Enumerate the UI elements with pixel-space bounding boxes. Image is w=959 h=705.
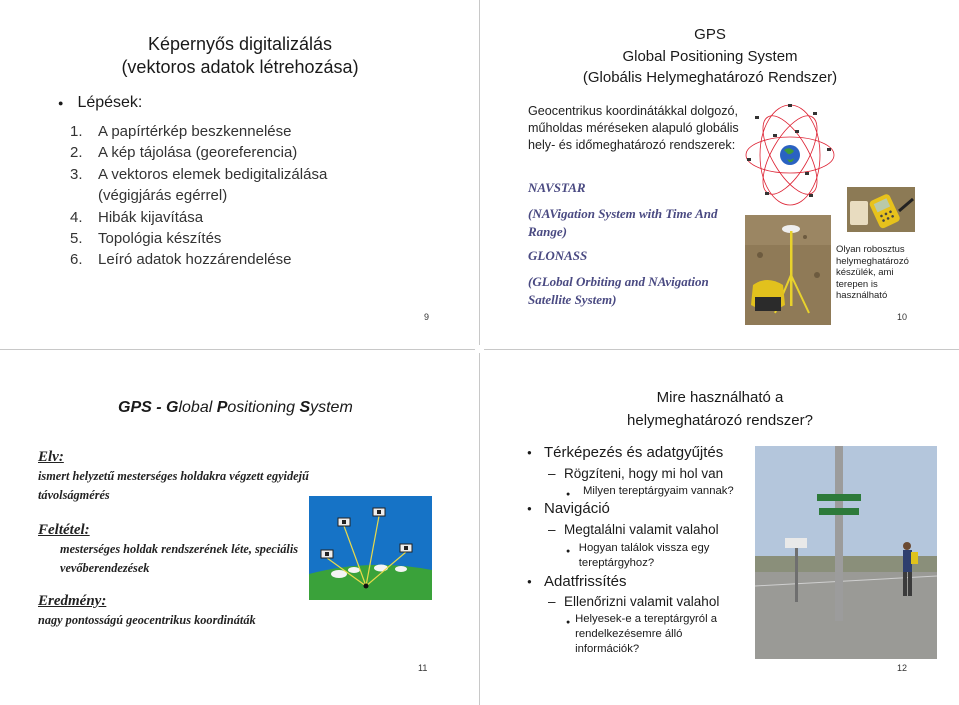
list-item: [70, 121, 400, 142]
title-line: Képernyős digitalizálás: [147, 34, 333, 54]
sub-item-text: Rögzíteni, hogy mi hol van: [564, 466, 724, 481]
detail-text: Helyesek-e a tereptárgyról a rendelkezésemre álló információk?: [575, 613, 717, 655]
title-part: GPS -: [118, 399, 167, 416]
title-line: (Globális Helymeghatározó Rendszer): [582, 69, 838, 86]
step-number: 2.: [70, 144, 83, 162]
list-item: [70, 228, 400, 249]
step-text: Topológia készítés: [98, 230, 222, 248]
page-number: 12: [897, 663, 908, 673]
navstar-label: NAVSTAR: [528, 180, 586, 195]
detail-item: [566, 541, 736, 571]
step-number: 5.: [70, 230, 83, 248]
step-text: A kép tájolása (georeferencia): [98, 144, 298, 162]
bullet-icon: ●: [58, 97, 64, 108]
bullet-icon: ●: [566, 548, 571, 555]
bullet-icon: ●: [566, 491, 571, 498]
satellite-positioning-image: [309, 496, 432, 600]
detail-text: Hogyan találok vissza egy tereptárgyhoz?: [578, 542, 710, 569]
glonass-description: (GLobal Orbiting and NAvigation Satellite System): [528, 274, 709, 307]
step-text: A papírtérkép beszkennelése: [98, 123, 292, 140]
title-line: (vektoros adatok létrehozása): [121, 57, 359, 77]
sub-item: [548, 466, 723, 481]
list-item: [70, 207, 400, 228]
page-number: 10: [897, 312, 908, 322]
bullet-icon: ●: [527, 504, 532, 513]
field-survey-photo: [755, 446, 937, 659]
list-item: [527, 500, 610, 517]
list-item: [70, 164, 370, 207]
page-number: 9: [424, 312, 430, 322]
detail-text: Milyen tereptárgyaim vannak?: [583, 485, 734, 497]
step-number: 4.: [70, 208, 83, 226]
feltetel-heading: Feltétel:: [38, 522, 90, 538]
slide-12-title: [610, 386, 830, 432]
elv-text: ismert helyzetű mesterséges holdakra végzett egyidejű távolságmérés: [38, 469, 309, 502]
item-label: Térképezés és adatgyűjtés: [544, 444, 724, 461]
bullet-icon: ●: [527, 577, 532, 586]
glonass-label: GLONASS: [528, 248, 588, 263]
list-item: [70, 142, 400, 163]
step-number: 6.: [70, 251, 83, 269]
slide-9-title: [70, 33, 410, 79]
dash-icon: –: [548, 522, 556, 537]
vertical-divider-top: [479, 0, 480, 345]
steps-heading: [58, 94, 142, 112]
device-caption: Olyan robosztus helymeghatározó készülék, ami terepen is használható: [836, 244, 909, 301]
bullet-icon: ●: [527, 448, 532, 457]
navstar-description: (NAVigation System with Time And Range): [528, 206, 718, 239]
dash-icon: –: [548, 594, 556, 609]
sub-item-text: Ellenőrizni valamit valahol: [564, 594, 720, 609]
title-line: helymeghatározó rendszer?: [627, 412, 813, 429]
list-item: [70, 249, 400, 270]
item-label: Adatfrissítés: [544, 573, 627, 590]
field-gps-equipment-image: [745, 215, 831, 325]
detail-item: [566, 612, 746, 657]
feltetel-text: mesterséges holdak rendszerének léte, speciális vevőberendezések: [60, 542, 299, 575]
title-part: ystem: [310, 399, 353, 416]
sub-item: [548, 594, 719, 609]
sub-item: [548, 522, 719, 537]
title-part: lobal: [178, 399, 217, 416]
title-part: ositioning: [227, 399, 300, 416]
vertical-divider-bottom: [479, 353, 480, 705]
step-number: 3.: [70, 165, 83, 183]
horizontal-divider-right: [484, 349, 959, 350]
horizontal-divider-left: [0, 349, 475, 350]
slide-10-title: [540, 24, 880, 89]
sub-item-text: Megtalálni valamit valahol: [564, 522, 719, 537]
title-initial: P: [216, 399, 228, 416]
title-initial: S: [299, 399, 311, 416]
step-text: Hibák kijavítása: [98, 208, 204, 226]
step-text: Leíró adatok hozzárendelése: [98, 251, 292, 269]
list-item: [527, 444, 723, 461]
step-number: 1.: [70, 123, 83, 140]
title-line: Mire használható a: [656, 389, 784, 406]
eredmeny-text: nagy pontosságú geocentrikus koordináták: [38, 613, 256, 627]
title-initial: G: [166, 399, 179, 416]
dash-icon: –: [548, 466, 556, 481]
steps-label: Lépések:: [77, 94, 143, 111]
bullet-icon: ●: [566, 619, 571, 626]
item-label: Navigáció: [544, 500, 610, 517]
slide-11-title: [118, 399, 353, 417]
handheld-gps-image: [847, 187, 915, 232]
page-number: 11: [418, 663, 428, 673]
slide-10-body: Geocentrikus koordinátákkal dolgozó, műholdas méréseken alapuló globális hely- és időmeghatározó rendszerek:: [528, 104, 739, 152]
steps-list: [70, 121, 400, 271]
satellite-orbit-image: [743, 100, 837, 210]
title-line: GPS: [694, 26, 726, 43]
elv-heading: Elv:: [38, 449, 64, 465]
title-line: Global Positioning System: [622, 47, 798, 65]
list-item: [527, 573, 627, 590]
step-text: A vektoros elemek bedigitalizálása (végigjárás egérrel): [98, 165, 328, 205]
eredmeny-heading: Eredmény:: [38, 593, 107, 609]
